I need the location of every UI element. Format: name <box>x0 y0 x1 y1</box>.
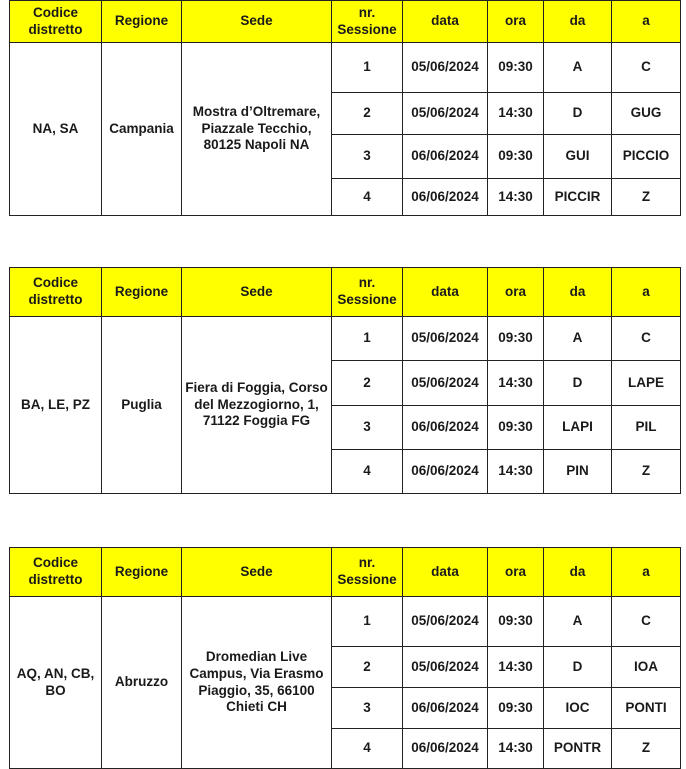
data-cell: 06/06/2024 <box>403 688 488 729</box>
a-cell: C <box>612 597 681 647</box>
header-sede: Sede <box>182 1 332 43</box>
data-cell: 05/06/2024 <box>403 647 488 688</box>
schedule-table-abruzzo <box>9 547 681 769</box>
table-row <box>10 317 681 361</box>
codice-distretto-cell: NA, SA <box>10 43 102 216</box>
da-cell: GUI <box>544 135 612 179</box>
sessione-cell: 3 <box>332 135 403 179</box>
regione-cell: Campania <box>102 43 182 216</box>
a-cell: Z <box>612 729 681 769</box>
header-a: a <box>612 548 681 597</box>
ora-cell: 09:30 <box>488 43 544 93</box>
header-regione: Regione <box>102 548 182 597</box>
regione-cell: Abruzzo <box>102 597 182 769</box>
da-cell: D <box>544 93 612 135</box>
ora-cell: 09:30 <box>488 406 544 450</box>
header-sede: Sede <box>182 268 332 317</box>
data-cell: 05/06/2024 <box>403 43 488 93</box>
header-nr-sessione: nr. Sessione <box>332 268 403 317</box>
header-codice-distretto: Codice distretto <box>10 1 102 43</box>
da-cell: A <box>544 317 612 361</box>
header-a: a <box>612 1 681 43</box>
header-data: data <box>403 268 488 317</box>
ora-cell: 09:30 <box>488 597 544 647</box>
a-cell: C <box>612 43 681 93</box>
data-cell: 05/06/2024 <box>403 361 488 406</box>
a-cell: PICCIO <box>612 135 681 179</box>
sede-cell: Dromedian Live Campus, Via Erasmo Piaggio, 35, 66100 Chieti CH <box>182 597 332 769</box>
data-cell: 05/06/2024 <box>403 317 488 361</box>
sessione-cell: 3 <box>332 688 403 729</box>
da-cell: D <box>544 647 612 688</box>
ora-cell: 14:30 <box>488 361 544 406</box>
data-cell: 05/06/2024 <box>403 597 488 647</box>
sessione-cell: 3 <box>332 406 403 450</box>
a-cell: GUG <box>612 93 681 135</box>
ora-cell: 09:30 <box>488 135 544 179</box>
da-cell: IOC <box>544 688 612 729</box>
header-nr-sessione: nr. Sessione <box>332 1 403 43</box>
header-row <box>10 1 681 43</box>
ora-cell: 14:30 <box>488 93 544 135</box>
ora-cell: 14:30 <box>488 450 544 494</box>
header-ora: ora <box>488 268 544 317</box>
data-cell: 06/06/2024 <box>403 135 488 179</box>
regione-cell: Puglia <box>102 317 182 494</box>
ora-cell: 14:30 <box>488 729 544 769</box>
codice-distretto-cell: BA, LE, PZ <box>10 317 102 494</box>
header-row <box>10 548 681 597</box>
sessione-cell: 1 <box>332 317 403 361</box>
sede-cell: Mostra d’Oltremare, Piazzale Tecchio, 80125 Napoli NA <box>182 43 332 216</box>
sessione-cell: 4 <box>332 179 403 216</box>
data-cell: 06/06/2024 <box>403 179 488 216</box>
header-da: da <box>544 268 612 317</box>
schedule-table-puglia <box>9 267 681 494</box>
a-cell: Z <box>612 179 681 216</box>
da-cell: A <box>544 597 612 647</box>
header-codice-distretto: Codice distretto <box>10 268 102 317</box>
schedule-table-campania <box>9 0 681 216</box>
header-codice-distretto: Codice distretto <box>10 548 102 597</box>
header-ora: ora <box>488 548 544 597</box>
da-cell: A <box>544 43 612 93</box>
ora-cell: 14:30 <box>488 647 544 688</box>
sessione-cell: 1 <box>332 597 403 647</box>
header-regione: Regione <box>102 1 182 43</box>
data-cell: 06/06/2024 <box>403 450 488 494</box>
header-da: da <box>544 548 612 597</box>
header-sede: Sede <box>182 548 332 597</box>
header-nr-sessione: nr. Sessione <box>332 548 403 597</box>
da-cell: D <box>544 361 612 406</box>
header-data: data <box>403 548 488 597</box>
header-da: da <box>544 1 612 43</box>
header-regione: Regione <box>102 268 182 317</box>
header-row <box>10 268 681 317</box>
da-cell: PONTR <box>544 729 612 769</box>
ora-cell: 14:30 <box>488 179 544 216</box>
sessione-cell: 4 <box>332 450 403 494</box>
table-row <box>10 43 681 93</box>
header-a: a <box>612 268 681 317</box>
da-cell: PICCIR <box>544 179 612 216</box>
codice-distretto-cell: AQ, AN, CB, BO <box>10 597 102 769</box>
data-cell: 06/06/2024 <box>403 729 488 769</box>
da-cell: PIN <box>544 450 612 494</box>
header-data: data <box>403 1 488 43</box>
sede-cell: Fiera di Foggia, Corso del Mezzogiorno, 1, 71122 Foggia FG <box>182 317 332 494</box>
a-cell: C <box>612 317 681 361</box>
a-cell: LAPE <box>612 361 681 406</box>
sessione-cell: 1 <box>332 43 403 93</box>
ora-cell: 09:30 <box>488 317 544 361</box>
table-row <box>10 597 681 647</box>
da-cell: LAPI <box>544 406 612 450</box>
a-cell: Z <box>612 450 681 494</box>
a-cell: IOA <box>612 647 681 688</box>
header-ora: ora <box>488 1 544 43</box>
sessione-cell: 2 <box>332 647 403 688</box>
sessione-cell: 2 <box>332 361 403 406</box>
sessione-cell: 2 <box>332 93 403 135</box>
a-cell: PONTI <box>612 688 681 729</box>
data-cell: 05/06/2024 <box>403 93 488 135</box>
ora-cell: 09:30 <box>488 688 544 729</box>
data-cell: 06/06/2024 <box>403 406 488 450</box>
a-cell: PIL <box>612 406 681 450</box>
sessione-cell: 4 <box>332 729 403 769</box>
